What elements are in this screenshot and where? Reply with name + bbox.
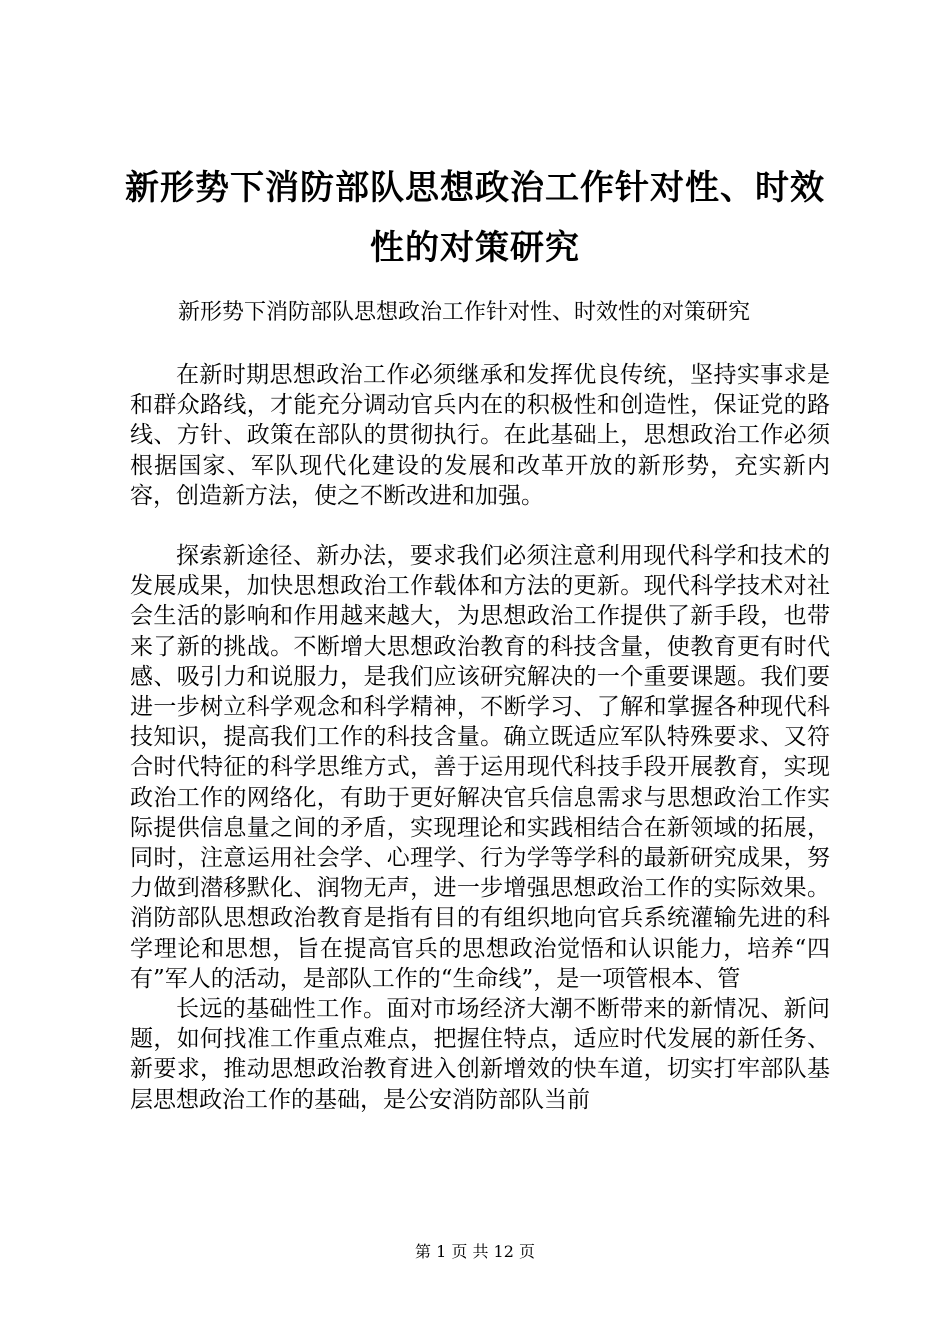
page-number-footer: 第 1 页 共 12 页 — [415, 1242, 535, 1261]
document-body — [130, 360, 830, 1115]
body-paragraph-2: 探索新途径、新办法，要求我们必须注意利用现代科学和技术的发展成果，加快思想政治工作载体和方法的更新。现代科学技术对社会生活的影响和作用越来越大，为思想政治工作提供了新手段，也带来了新的挑战。不断增大思想政治教育的科技含量，使教育更有时代感、吸引力和说服力，是我们应该研究解决的一个重要课题。我们要进一步树立科学观念和科学精神，不断学习、了解和掌握各种现代科技知识，提高我们工作的科技含量。确立既适应军队特殊要求、又符合时代特征的科学思维方式，善于运用现代科技手段开展教育，实现政治工作的网络化，有助于更好解决官兵信息需求与思想政治工作实际提供信息量之间的矛盾，实现理论和实践相结合在新领域的拓展，同时，注意运用社会学、心理学、行为学等学科的最新研究成果，努力做到潜移默化、润物无声，进一步增强思想政治工作的实际效果。消防部队思想政治教育是指有目的有组织地向官兵系统灌输先进的科学理论和思想，旨在提高官兵的思想政治觉悟和认识能力，培养“四有”军人的活动，是部队工作的“生命线”，是一项管根本、管 — [130, 543, 830, 992]
document-title: 新形势下消防部队思想政治工作针对性、时效性的对策研究 — [125, 168, 825, 268]
body-paragraph-1: 在新时期思想政治工作必须继承和发挥优良传统，坚持实事求是和群众路线，才能充分调动官兵内在的积极性和创造性，保证党的路线、方针、政策在部队的贯彻执行。在此基础上，思想政治工作必须根据国家、军队现代化建设的发展和改革开放的新形势，充实新内容，创造新方法，使之不断改进和加强。 — [130, 362, 830, 509]
document-subtitle: 新形势下消防部队思想政治工作针对性、时效性的对策研究 — [178, 300, 751, 325]
body-paragraph-3: 长远的基础性工作。面对市场经济大潮不断带来的新情况、新问题，如何找准工作重点难点，把握住特点，适应时代发展的新任务、新要求，推动思想政治教育进入创新增效的快车道，切实打牢部队基层思想政治工作的基础，是公安消防部队当前 — [130, 996, 830, 1113]
